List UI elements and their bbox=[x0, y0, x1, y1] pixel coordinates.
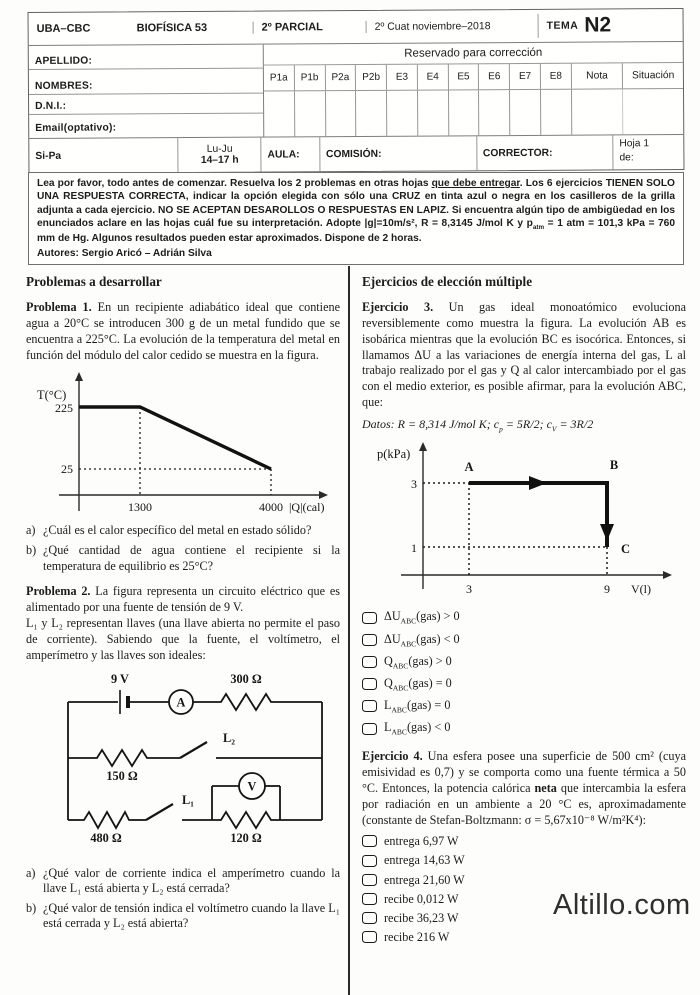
grading-cell bbox=[326, 91, 357, 136]
resistor-300-symbol bbox=[216, 694, 276, 710]
process-path-abc bbox=[469, 483, 607, 547]
answer-checkbox[interactable] bbox=[362, 874, 377, 886]
instructions-text bbox=[37, 177, 675, 245]
email-row bbox=[29, 114, 263, 136]
question-text: ¿Qué valor de tensión indica el voltímetro cuando la llave L₁ está cerrada y L₂ está abierta? bbox=[43, 900, 340, 931]
exam-header-table bbox=[28, 8, 685, 174]
schedule-cell bbox=[179, 138, 262, 173]
question-text: ¿Cuál es el calor específico del metal en estado sólido? bbox=[43, 523, 312, 538]
question-marker: b) bbox=[26, 543, 37, 558]
exercise4-label: Ejercicio 4. bbox=[362, 749, 423, 764]
chart2-ylabel: p(kPa) bbox=[377, 447, 411, 462]
right-column bbox=[362, 274, 686, 995]
answer-checkbox[interactable] bbox=[362, 855, 377, 867]
dni-input-area[interactable] bbox=[66, 97, 257, 112]
answer-checkbox[interactable] bbox=[362, 678, 377, 690]
instructions-part1: Lea por favor, todo antes de comenzar. Resuelva los 2 problemas en otras hojas bbox=[37, 178, 432, 189]
grading-col-e4: E4 bbox=[418, 64, 449, 89]
tema-label: TEMA bbox=[546, 19, 579, 32]
option-text: recibe 216 W bbox=[384, 929, 450, 944]
y-axis-arrow-icon bbox=[419, 442, 427, 451]
term-date: 2º Cuat noviembre–2018 bbox=[366, 20, 538, 33]
chart1-ytick-225: 225 bbox=[55, 401, 73, 416]
grading-title: Reservado para corrección bbox=[264, 42, 683, 66]
chart2-xtick-3: 3 bbox=[466, 582, 472, 597]
option-text: recibe 36,23 W bbox=[384, 910, 459, 925]
answer-checkbox[interactable] bbox=[362, 634, 377, 646]
grading-col-e8: E8 bbox=[541, 64, 572, 89]
dni-row bbox=[29, 94, 263, 115]
answer-option bbox=[362, 632, 686, 649]
datos-sub-v: V bbox=[551, 424, 557, 434]
chart1-dotted-guides bbox=[79, 407, 271, 495]
answer-checkbox[interactable] bbox=[362, 612, 377, 624]
problems-section-title: Problemas a desarrollar bbox=[26, 274, 162, 289]
switch-l2-symbol bbox=[180, 742, 207, 758]
datos-sub-p: p bbox=[499, 424, 503, 434]
answer-option bbox=[362, 654, 686, 671]
point-c-label: C bbox=[621, 542, 631, 557]
voltmeter-letter: V bbox=[247, 779, 257, 794]
switch-l1-symbol bbox=[146, 804, 173, 820]
grading-column-headers bbox=[264, 63, 683, 92]
resistor-150-symbol bbox=[92, 750, 152, 766]
option-post: (gas) > 0 bbox=[408, 653, 452, 668]
instructions-box bbox=[28, 172, 684, 265]
resistor-480-label: 480 Ω bbox=[90, 830, 122, 845]
arrow-b-to-c-icon bbox=[600, 524, 614, 541]
option-post: (gas) = 0 bbox=[406, 697, 451, 712]
option-pre: Q bbox=[384, 653, 393, 668]
switch-l2-label: L₂ bbox=[223, 730, 235, 745]
nombres-input-area[interactable] bbox=[93, 77, 257, 92]
problem2-text2: L₁ y L₂ representan llaves (una llave abierta no permite el paso de corriente). Sabiendo que la fuente, el voltímetro, el amperímetro y las llaves son ideales: bbox=[26, 615, 340, 662]
circuit-diagram bbox=[30, 670, 336, 860]
chart2-ytick-3: 3 bbox=[411, 477, 417, 492]
option-sub: ABC bbox=[400, 638, 417, 648]
email-input-area[interactable] bbox=[116, 119, 257, 134]
grading-grid bbox=[264, 42, 684, 137]
answer-option bbox=[362, 676, 686, 693]
option-text bbox=[384, 676, 452, 693]
circuit-wires bbox=[68, 702, 322, 820]
problem1-question-a bbox=[26, 523, 340, 539]
problem1-label: Problema 1. bbox=[26, 300, 92, 314]
grading-cell bbox=[510, 90, 541, 135]
option-post: (gas) < 0 bbox=[406, 720, 451, 735]
dni-label: D.N.I.: bbox=[35, 100, 67, 112]
pv-diagram-chart bbox=[369, 437, 679, 603]
left-column bbox=[26, 274, 340, 995]
grading-cell bbox=[449, 90, 480, 135]
option-pre: ΔU bbox=[384, 631, 401, 646]
option-sub: ABC bbox=[392, 661, 409, 671]
grading-col-p1b: P1b bbox=[295, 65, 326, 90]
apellido-row bbox=[29, 45, 263, 70]
exercise3-paragraph bbox=[362, 300, 686, 411]
resistor-480-symbol bbox=[80, 812, 132, 828]
option-text bbox=[384, 632, 460, 649]
option-text: entrega 6,97 W bbox=[384, 834, 459, 849]
header-middle-section bbox=[29, 42, 684, 138]
y-axis-arrow-icon bbox=[75, 372, 83, 381]
exercise3-text: Un gas ideal monoatómico evoluciona reversiblemente como muestra la figura. La evolución AB es isobárica mientras que la evolución BC es isocórica. Entonces, si llamamos ΔU a las variaciones de energía interna del gas, L al trabajo realizado por el gas y Q al calor intercambiado por el gas con el medio exterior, es posible afirmar, para la evolución ABC, que: bbox=[362, 300, 686, 410]
grading-cell-situacion bbox=[623, 89, 683, 134]
chart2-ytick-1: 1 bbox=[411, 541, 417, 556]
option-sub: ABC bbox=[400, 616, 417, 626]
point-a-label: A bbox=[464, 460, 474, 475]
grading-col-e3: E3 bbox=[387, 65, 418, 90]
exercise3-data-line bbox=[362, 417, 686, 433]
schedule-hours: 14–17 h bbox=[200, 154, 239, 166]
answer-checkbox[interactable] bbox=[362, 893, 377, 905]
answer-checkbox[interactable] bbox=[362, 931, 377, 943]
option-post: (gas) > 0 bbox=[416, 609, 460, 624]
altillo-watermark: Altillo.com bbox=[553, 889, 691, 921]
question-text: ¿Qué cantidad de agua contiene el recipiente si la temperatura de equilibrio es 25°C? bbox=[43, 543, 340, 573]
email-label: Email(optativo): bbox=[35, 122, 117, 134]
schedule-days: Lu-Ju bbox=[206, 143, 233, 155]
option-sub: ABC bbox=[392, 683, 409, 693]
datos-pre: Datos: R = 8,314 J/mol K; c bbox=[362, 417, 500, 432]
problem2-question-b bbox=[26, 901, 340, 932]
nombres-row bbox=[29, 69, 263, 95]
grading-cell bbox=[387, 91, 418, 136]
grading-col-nota: Nota bbox=[572, 63, 624, 88]
question-marker: a) bbox=[26, 865, 36, 880]
problem2-text1: La figura representa un circuito eléctrico que es alimentado por una fuente de tensión de 9 V. bbox=[26, 584, 340, 615]
grading-cell bbox=[418, 90, 449, 135]
cooling-curve bbox=[79, 407, 271, 469]
x-axis-arrow-icon bbox=[663, 571, 672, 579]
nombres-label: NOMBRES: bbox=[34, 80, 93, 92]
resistor-120-label: 120 Ω bbox=[230, 830, 262, 845]
answer-checkbox[interactable] bbox=[362, 656, 377, 668]
chart1-xlabel: |Q|(cal) bbox=[289, 500, 325, 515]
grading-col-p2a: P2a bbox=[325, 65, 356, 90]
answer-checkbox[interactable] bbox=[362, 700, 377, 712]
corrector-label: CORRECTOR: bbox=[477, 135, 614, 170]
grading-cell bbox=[541, 90, 572, 135]
temperature-vs-heat-chart bbox=[33, 369, 333, 517]
exercise3-label: Ejercicio 3. bbox=[362, 300, 434, 314]
university-name: UBA–CBC bbox=[36, 22, 91, 35]
option-post: (gas) = 0 bbox=[408, 675, 452, 690]
aula-label: AULA: bbox=[261, 137, 320, 171]
column-divider bbox=[348, 266, 350, 995]
option-text: recibe 0,012 W bbox=[384, 891, 459, 906]
course-name: BIOFÍSICA 53 bbox=[136, 21, 208, 35]
instructions-sub-atm: atm bbox=[532, 223, 545, 231]
option-pre: ΔU bbox=[384, 609, 401, 624]
switch-l1-label: L₁ bbox=[182, 792, 194, 807]
tema-cell bbox=[538, 13, 683, 38]
answer-option bbox=[362, 930, 686, 944]
answer-option bbox=[362, 853, 686, 867]
option-text bbox=[384, 654, 452, 671]
resistor-300-label: 300 Ω bbox=[230, 671, 262, 686]
option-pre: L bbox=[384, 697, 392, 712]
grading-col-p1a: P1a bbox=[264, 65, 295, 90]
chart1-xtick-4000: 4000 bbox=[259, 500, 283, 515]
de-label: de: bbox=[619, 152, 634, 164]
battery-symbol bbox=[120, 690, 128, 714]
instructions-underlined: que debe entregar bbox=[431, 178, 520, 189]
resistor-150-label: 150 Ω bbox=[106, 768, 138, 783]
exercise3-options bbox=[362, 609, 686, 737]
chart2-dotted-guides bbox=[423, 483, 607, 575]
answer-checkbox[interactable] bbox=[362, 835, 377, 847]
problem1-question-b bbox=[26, 543, 340, 574]
problem2-question-a bbox=[26, 866, 340, 897]
authors-line: Autores: Sergio Aricó – Adrián Silva bbox=[37, 248, 212, 260]
arrow-a-to-b-icon bbox=[529, 476, 547, 490]
chart1-ylabel: T(°C) bbox=[37, 388, 67, 403]
option-text bbox=[384, 720, 450, 737]
x-axis-arrow-icon bbox=[319, 491, 328, 499]
grading-col-e6: E6 bbox=[479, 64, 510, 89]
hoja-label: Hoja 1 bbox=[619, 138, 650, 150]
option-sub: ABC bbox=[391, 727, 407, 737]
answer-checkbox[interactable] bbox=[362, 723, 377, 735]
problem1-text: En un recipiente adiabático ideal que contiene agua a 20°C se introducen 300 g de un metal fundido que se encuentra a 225°C. La evolución de la temperatura del metal en función del módulo del calor cedido se muestra en la figura. bbox=[26, 300, 340, 362]
header-top-row bbox=[29, 9, 683, 46]
apellido-input-area[interactable] bbox=[92, 52, 257, 67]
grading-cell-nota bbox=[572, 89, 624, 134]
ammeter-letter: A bbox=[176, 695, 186, 710]
source-label: 9 V bbox=[111, 671, 129, 686]
exercise4-pre: Una esfera posee una superficie de 500 cm² (cuya emisividad es 0,7) y se comporta como una fuente térmica a 50 °C. Entonces, la potencia calórica bbox=[362, 749, 686, 795]
grading-col-e7: E7 bbox=[510, 64, 541, 89]
exam-name: 2º PARCIAL bbox=[253, 21, 366, 34]
answer-checkbox[interactable] bbox=[362, 912, 377, 924]
grading-cell bbox=[479, 90, 510, 135]
option-pre: Q bbox=[384, 675, 393, 690]
tema-value: N2 bbox=[584, 13, 612, 37]
option-text: entrega 21,60 W bbox=[384, 872, 465, 887]
option-text bbox=[384, 698, 450, 715]
grading-cell bbox=[295, 91, 326, 136]
option-text: entrega 14,63 W bbox=[384, 853, 465, 868]
grading-cell bbox=[264, 91, 295, 136]
grading-cell bbox=[356, 91, 387, 136]
question-marker: a) bbox=[26, 523, 36, 538]
datos-mid: = 5R/2; c bbox=[502, 417, 552, 432]
option-post: (gas) < 0 bbox=[416, 631, 460, 646]
answer-option bbox=[362, 834, 686, 848]
problem2-label: Problema 2. bbox=[26, 584, 91, 599]
instructions-part2: . Los 6 ejercicios TIENEN SOLO UNA RESPUESTA CORRECTA, indicar la opción elegida con sólo una CRUZ en tinta azul o negra en los casilleros de la grilla adjunta a cada ejercicio. NO SE ACEPTAN DESAROLLOS O RESPUESTAS EN LAPIZ. Si encuentra algún tipo de ambigüedad en los enunciados aclare en las hojas cuál fue su interpretación. Adopte |g|=10m/s², R = 8,3145 J/mol K y p bbox=[37, 178, 675, 229]
chart1-xtick-1300: 1300 bbox=[128, 500, 152, 515]
problem2-paragraph bbox=[26, 584, 340, 663]
comision-label: COMISIÓN: bbox=[320, 136, 477, 171]
chart2-axes bbox=[401, 445, 663, 589]
grading-col-e5: E5 bbox=[449, 64, 480, 89]
question-marker: b) bbox=[26, 900, 37, 915]
chart1-ytick-25: 25 bbox=[61, 462, 73, 477]
multiple-choice-section-title: Ejercicios de elección múltiple bbox=[362, 274, 533, 289]
chart1-axes bbox=[59, 375, 319, 511]
apellido-label: APELLIDO: bbox=[34, 55, 93, 67]
instructions-part3: = 1 atm = 101,3 kPa = 760 mm de Hg. Algunos resultados pueden estar aproximados. Dispone de 2 horas. bbox=[37, 217, 675, 244]
exercise4-post: que intercambia la esfera por radiación en un ambiente a 20 °C es, aproximadamente (constante de Stefan-Boltzmann: σ = 5,67x10⁻⁸ W/m²K⁴): bbox=[362, 780, 686, 827]
answer-option bbox=[362, 609, 686, 626]
grading-col-p2b: P2b bbox=[356, 65, 387, 90]
chart2-xlabel: V(l) bbox=[631, 582, 651, 597]
grading-empty-cells bbox=[264, 89, 683, 137]
chart2-xtick-9: 9 bbox=[604, 582, 610, 597]
point-b-label: B bbox=[609, 458, 619, 473]
option-pre: L bbox=[384, 720, 392, 735]
datos-post: = 3R/2 bbox=[556, 417, 594, 432]
header-bottom-row bbox=[29, 134, 683, 173]
option-text bbox=[384, 609, 460, 626]
resistor-120-symbol bbox=[216, 812, 276, 828]
answer-option bbox=[362, 873, 686, 887]
student-fields bbox=[29, 45, 265, 138]
question-text: ¿Qué valor de corriente indica el amperímetro cuando la llave L₁ está abierta y L₂ está cerrada? bbox=[43, 865, 340, 896]
exercise4-bold-word: neta bbox=[534, 780, 557, 795]
problem1-paragraph bbox=[26, 300, 340, 363]
exercise4-paragraph bbox=[362, 749, 686, 828]
grading-col-situacion: Situación bbox=[631, 70, 675, 82]
option-sub: ABC bbox=[391, 705, 407, 715]
sede-cell: Si-Pa bbox=[29, 138, 179, 173]
answer-option bbox=[362, 698, 686, 715]
answer-option bbox=[362, 720, 686, 737]
hoja-cell bbox=[613, 135, 683, 169]
